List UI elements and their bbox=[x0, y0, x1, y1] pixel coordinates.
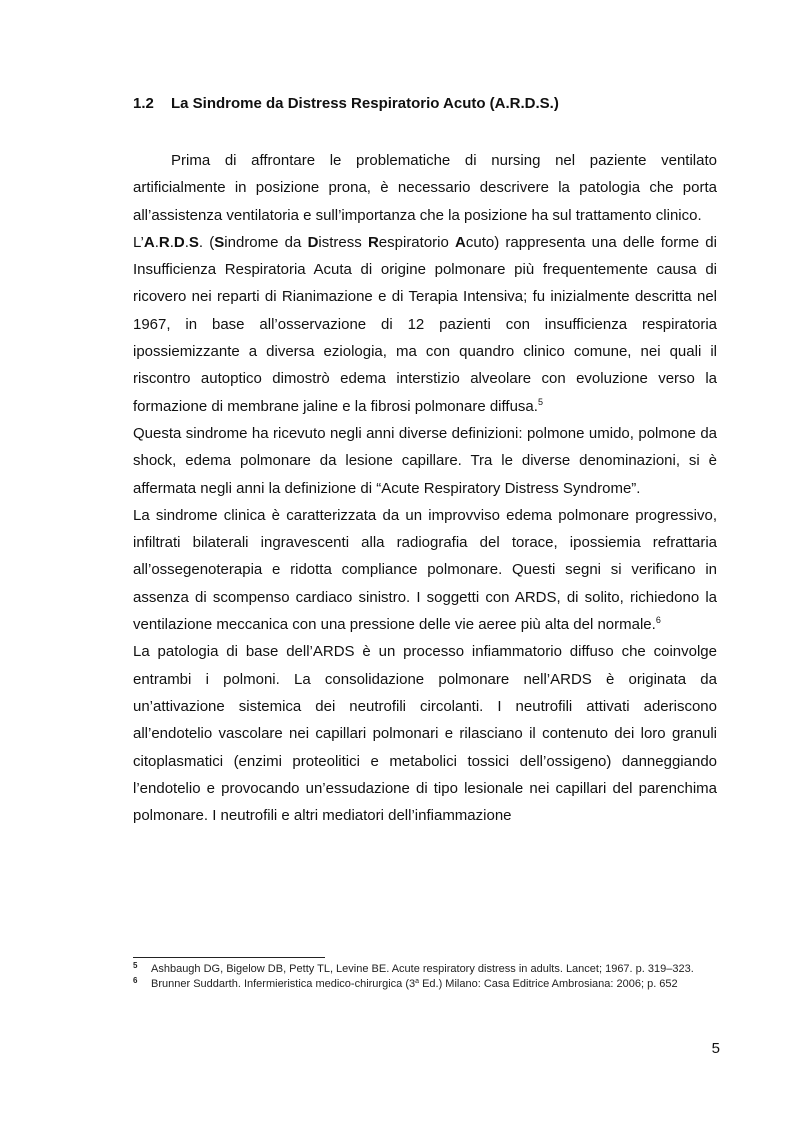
acronym-letter-d: D bbox=[173, 233, 185, 251]
section-heading bbox=[133, 94, 733, 114]
footnote-text: Ashbaugh DG, Bigelow DB, Petty TL, Levine BE. Acute respiratory distress in adults. Lancet; 1967. p. 319–323. bbox=[151, 963, 694, 975]
section-title: La Sindrome da Distress Respiratorio Acuto (A.R.D.S.) bbox=[171, 95, 559, 112]
footnote-text: Ed.) Milano: Casa Editrice Ambrosiana: 2006; p. 652 bbox=[419, 978, 678, 990]
footnote bbox=[133, 962, 717, 976]
footnote bbox=[133, 977, 717, 991]
page-number: 5 bbox=[711, 1040, 720, 1057]
footnote-text: Brunner Suddarth. Infermieristica medico-chirurgica (3 bbox=[151, 978, 416, 990]
footnote-reference[interactable]: 6 bbox=[655, 615, 661, 626]
expansion-letter-a: A bbox=[455, 233, 466, 251]
footnote-mark: 6 bbox=[133, 976, 138, 985]
expansion-word: espiratorio bbox=[378, 233, 456, 251]
expansion-word: indrome da bbox=[224, 233, 308, 251]
acronym-dot: . bbox=[169, 233, 174, 251]
paragraph-clinical-syndrome bbox=[133, 502, 717, 638]
footnotes bbox=[133, 962, 717, 992]
acronym-letter-r: R bbox=[158, 233, 170, 251]
footnote-superscript: a bbox=[415, 978, 420, 985]
body-text bbox=[133, 147, 717, 829]
acronym-lead: L’ bbox=[133, 233, 144, 251]
expansion-word: istress bbox=[318, 233, 368, 251]
footnote-reference[interactable]: 5 bbox=[537, 396, 543, 407]
expansion-letter-s: S bbox=[214, 233, 225, 251]
paragraph-body: cuto) rappresenta una delle forme di Insufficienza Respiratoria Acuta di origine polmonare più frequentemente causa di ricovero nei reparti di Rianimazione e di Terapia Intensiva; fu inizialmente descritta nel 1967, in base all’osservazione di 12 pazienti con insufficienza respiratoria ipossiemizzante a diversa eziologia, ma con quandro clinico comune, nei quali il riscontro autoptico dimostrò edema interstizio alveolare con evoluzione verso la formazione di membrane jaline e la fibrosi polmonare diffusa. bbox=[133, 233, 717, 415]
footnote-mark: 5 bbox=[133, 961, 138, 970]
acronym-letter-a: A bbox=[143, 233, 155, 251]
paragraph-intro: Prima di affrontare le problematiche di nursing nel paziente ventilato artificialmente in posizione prona, è necessario descrivere la patologia che porta all’assistenza ventilatoria e sull’importanza che la posizione ha sul trattamento clinico. bbox=[133, 152, 717, 224]
acronym-dot: . ( bbox=[198, 233, 215, 251]
paragraph-pathology: La patologia di base dell’ARDS è un processo infiammatorio diffuso che coinvolge entrambi i polmoni. La consolidazione polmonare nell’ARDS è originata da un’attivazione sistemica dei neutrofili circolanti. I neutrofili attivati aderiscono all’endotelio vascolare nei capillari polmonari e rilasciano il contenuto dei loro granuli citoplasmatici (enzimi proteolitici e metabolici tossici dell’ossigeno) danneggiando l’endotelio e provocando un’essudazione di tipo lesionale nei capillari del parenchima polmonare. I neutrofili e altri mediatori dell’infiammazione bbox=[133, 643, 717, 825]
footnote-separator bbox=[133, 957, 325, 958]
expansion-letter-d: D bbox=[307, 233, 319, 251]
acronym-dot: . bbox=[184, 233, 189, 251]
section-number: 1.2 bbox=[133, 95, 154, 112]
paragraph-definitions: Questa sindrome ha ricevuto negli anni diverse definizioni: polmone umido, polmone da shock, edema polmonare da lesione capillare. Tra le diverse denominazioni, si è affermata negli anni la definizione di “Acute Respiratory Distress Syndrome”. bbox=[133, 424, 717, 497]
acronym-dot: . bbox=[154, 233, 159, 251]
expansion-letter-r: R bbox=[367, 233, 379, 251]
paragraph-ards-definition bbox=[133, 229, 717, 420]
paragraph-body: La sindrome clinica è caratterizzata da un improvviso edema polmonare progressivo, infiltrati bilaterali ingravescenti alla radiografia del torace, ipossiemia refrattaria all’ossegenoterapia e ridotta compliance polmonare. Questi segni si verificano in assenza di scompenso cardiaco sinistro. I soggetti con ARDS, di solito, richiedono la ventilazione meccanica con una pressione delle vie aeree più alta del normale. bbox=[133, 506, 717, 634]
acronym-letter-s: S bbox=[188, 233, 199, 251]
